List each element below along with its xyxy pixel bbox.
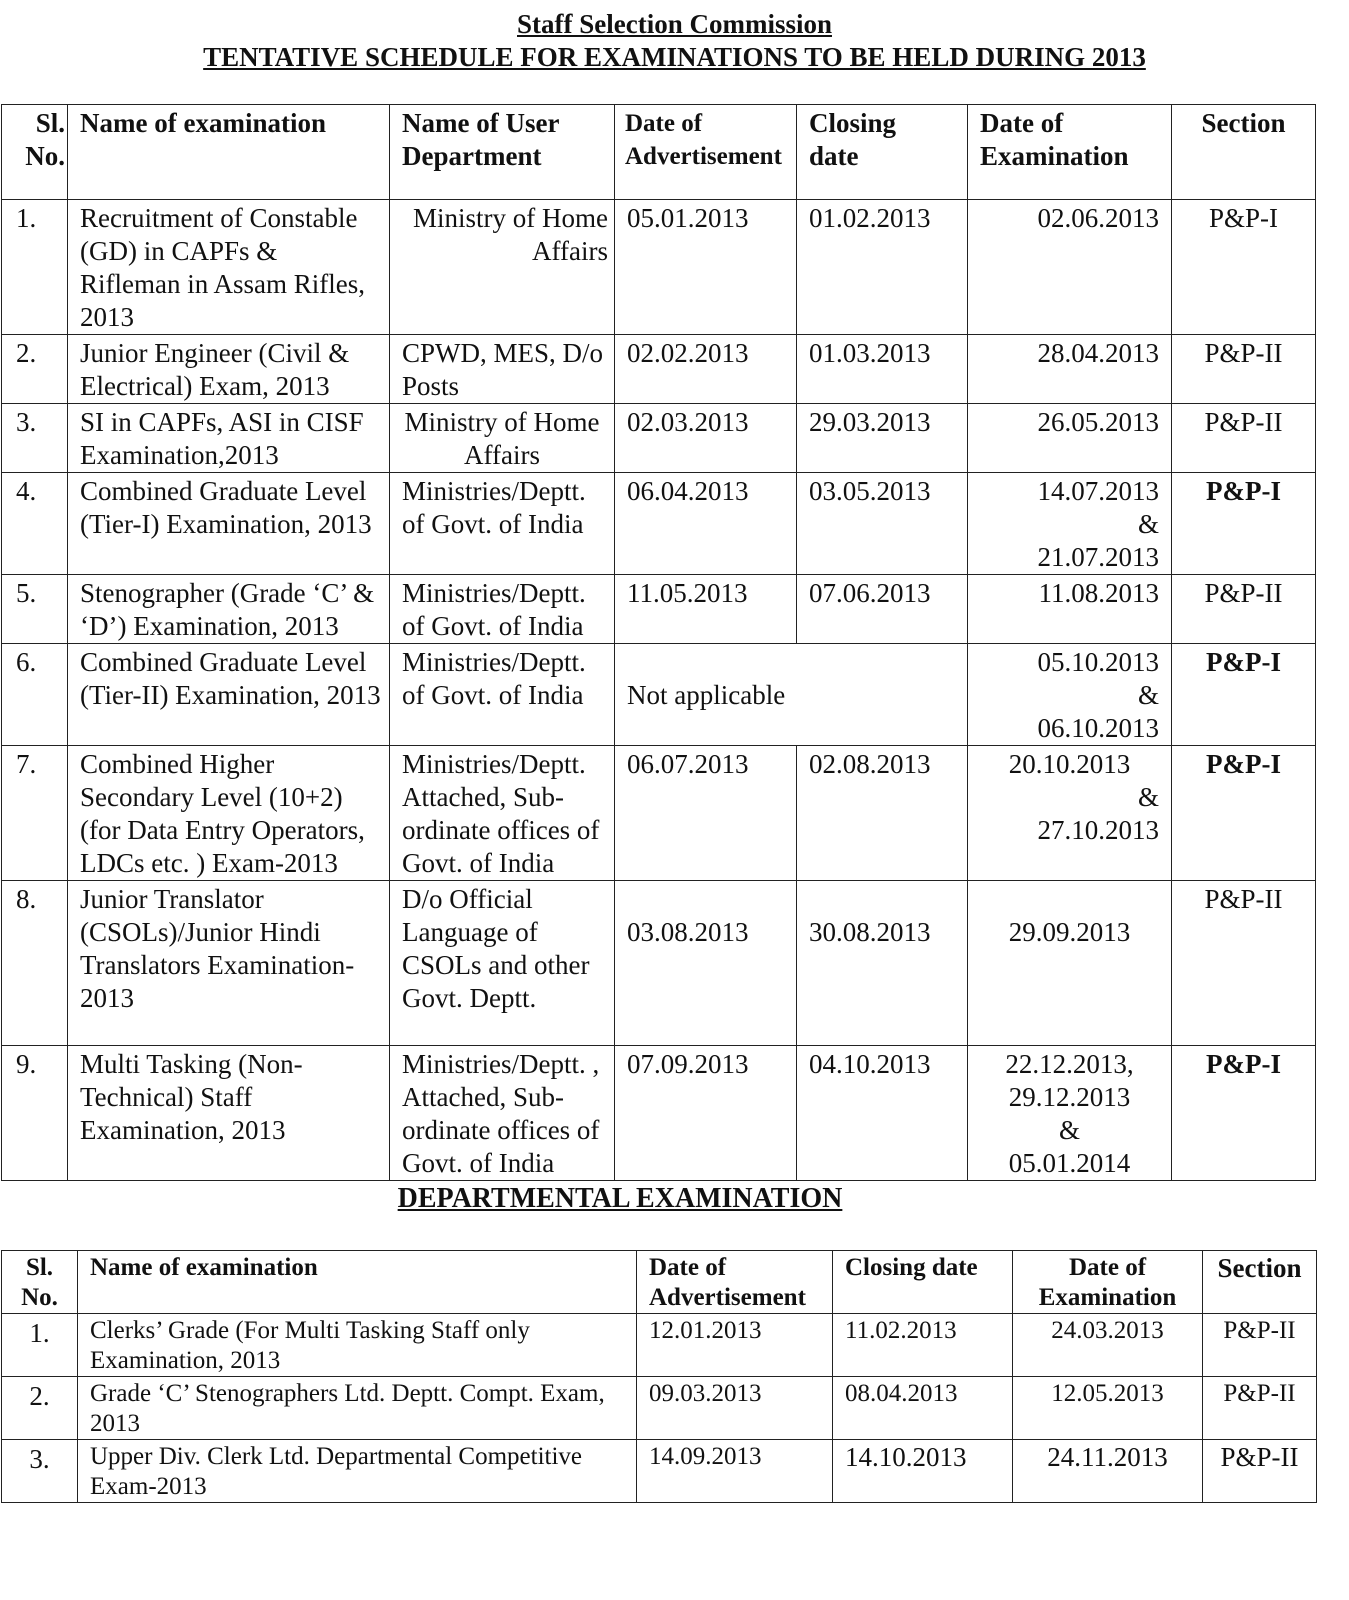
row-sl: 4. xyxy=(2,473,68,575)
row-adv-date: 02.02.2013 xyxy=(615,335,797,404)
row-adv-date: 03.08.2013 xyxy=(615,881,797,1046)
row-sl: 2. xyxy=(2,1377,78,1440)
header-exam: Date of Examination xyxy=(1013,1251,1203,1314)
row-section: P&P-I xyxy=(1172,1046,1316,1181)
row-adv-date: 06.04.2013 xyxy=(615,473,797,575)
row-dept: Ministry of Home Affairs xyxy=(390,404,615,473)
row-section: P&P-II xyxy=(1172,404,1316,473)
row-sl: 3. xyxy=(2,404,68,473)
row-sl: 2. xyxy=(2,335,68,404)
row-closing-date: 07.06.2013 xyxy=(797,575,968,644)
row-section: P&P-I xyxy=(1172,473,1316,575)
row-exam-name: Recruitment of Constable (GD) in CAPFs & Rifleman in Assam Rifles, 2013 xyxy=(68,200,390,335)
row-exam-date: 11.08.2013 xyxy=(968,575,1172,644)
row-section: P&P-II xyxy=(1172,881,1316,1046)
table-row xyxy=(2,644,1316,746)
header-name: Name of examination xyxy=(78,1251,637,1314)
row-exam-name: Clerks’ Grade (For Multi Tasking Staff only Examination, 2013 xyxy=(78,1314,637,1377)
row-exam-date: 14.07.2013 & 21.07.2013 xyxy=(968,473,1172,575)
row-closing-date: 14.10.2013 xyxy=(833,1440,1013,1503)
header-close: Closing date xyxy=(797,105,968,200)
table-row xyxy=(2,1440,1317,1503)
departmental-table xyxy=(1,1250,1317,1503)
row-dept: D/o Official Language of CSOLs and other Govt. Deptt. xyxy=(390,881,615,1046)
row-sl: 5. xyxy=(2,575,68,644)
row-exam-date: 02.06.2013 xyxy=(968,200,1172,335)
row-exam-date: 05.10.2013 & 06.10.2013 xyxy=(968,644,1172,746)
row-dept: Ministries/Deptt. of Govt. of India xyxy=(390,644,615,746)
row-closing-date: 11.02.2013 xyxy=(833,1314,1013,1377)
row-exam-date: 12.05.2013 xyxy=(1013,1377,1203,1440)
row-exam-date: 26.05.2013 xyxy=(968,404,1172,473)
row-section: P&P-I xyxy=(1172,644,1316,746)
row-dept: Ministries/Deptt. of Govt. of India xyxy=(390,575,615,644)
header-adv: Date of Advertisement xyxy=(615,105,797,200)
row-sl: 6. xyxy=(2,644,68,746)
row-exam-date: 28.04.2013 xyxy=(968,335,1172,404)
row-dept: CPWD, MES, D/o Posts xyxy=(390,335,615,404)
row-sl: 1. xyxy=(2,1314,78,1377)
row-section: P&P-II xyxy=(1203,1440,1317,1503)
row-sl: 7. xyxy=(2,746,68,881)
row-exam-date: 20.10.2013 & 27.10.2013 xyxy=(968,746,1172,881)
main-schedule-table xyxy=(1,104,1316,1181)
table-row xyxy=(2,1314,1317,1377)
row-closing-date: 08.04.2013 xyxy=(833,1377,1013,1440)
row-closing-date: 04.10.2013 xyxy=(797,1046,968,1181)
table-row xyxy=(2,200,1316,335)
row-adv-date: 14.09.2013 xyxy=(637,1440,833,1503)
row-section: P&P-II xyxy=(1203,1377,1317,1440)
row-adv-date: 12.01.2013 xyxy=(637,1314,833,1377)
row-closing-date: 03.05.2013 xyxy=(797,473,968,575)
row-sl: 3. xyxy=(2,1440,78,1503)
table-row xyxy=(2,1046,1316,1181)
row-dept: Ministries/Deptt. of Govt. of India xyxy=(390,473,615,575)
row-exam-name: Junior Translator (CSOLs)/Junior Hindi Translators Examination-2013 xyxy=(68,881,390,1046)
row-dept: Ministries/Deptt. , Attached, Sub-ordinate offices of Govt. of India xyxy=(390,1046,615,1181)
row-section: P&P-II xyxy=(1172,335,1316,404)
table-row xyxy=(2,473,1316,575)
header-close: Closing date xyxy=(833,1251,1013,1314)
row-exam-name: Stenographer (Grade ‘C’ & ‘D’) Examination, 2013 xyxy=(68,575,390,644)
header-dept: Name of User Department xyxy=(390,105,615,200)
row-adv-date: 07.09.2013 xyxy=(615,1046,797,1181)
table-row xyxy=(2,575,1316,644)
row-section: P&P-I xyxy=(1172,746,1316,881)
table-row xyxy=(2,881,1316,1046)
header-name: Name of examination xyxy=(68,105,390,200)
header-sl: Sl. No. xyxy=(2,105,68,200)
row-section: P&P-II xyxy=(1172,575,1316,644)
row-exam-name: Combined Graduate Level (Tier-II) Examination, 2013 xyxy=(68,644,390,746)
table-row xyxy=(2,746,1316,881)
table-row xyxy=(2,335,1316,404)
row-exam-date: 29.09.2013 xyxy=(968,881,1172,1046)
header-row xyxy=(2,1251,1317,1314)
row-exam-date: 24.11.2013 xyxy=(1013,1440,1203,1503)
row-closing-date: 02.08.2013 xyxy=(797,746,968,881)
row-not-applicable: Not applicable xyxy=(615,644,968,746)
row-adv-date: 05.01.2013 xyxy=(615,200,797,335)
row-dept: Ministries/Deptt. Attached, Sub-ordinate offices of Govt. of India xyxy=(390,746,615,881)
header-section: Section xyxy=(1203,1251,1317,1314)
row-adv-date: 06.07.2013 xyxy=(615,746,797,881)
row-section: P&P-II xyxy=(1203,1314,1317,1377)
header-adv: Date of Advertisement xyxy=(637,1251,833,1314)
row-exam-name: Combined Graduate Level (Tier-I) Examination, 2013 xyxy=(68,473,390,575)
row-adv-date: 09.03.2013 xyxy=(637,1377,833,1440)
row-exam-date: 22.12.2013, 29.12.2013 & 05.01.2014 xyxy=(968,1046,1172,1181)
row-closing-date: 30.08.2013 xyxy=(797,881,968,1046)
departmental-title: DEPARTMENTAL EXAMINATION xyxy=(397,1183,843,1214)
org-title: Staff Selection Commission xyxy=(517,9,832,39)
row-exam-name: Multi Tasking (Non-Technical) Staff Examination, 2013 xyxy=(68,1046,390,1181)
row-dept: Ministry of Home Affairs xyxy=(390,200,615,335)
row-closing-date: 01.02.2013 xyxy=(797,200,968,335)
row-closing-date: 01.03.2013 xyxy=(797,335,968,404)
row-exam-name: SI in CAPFs, ASI in CISF Examination,2013 xyxy=(68,404,390,473)
row-exam-name: Combined Higher Secondary Level (10+2) (for Data Entry Operators, LDCs etc. ) Exam-2013 xyxy=(68,746,390,881)
row-section: P&P-I xyxy=(1172,200,1316,335)
row-exam-name: Upper Div. Clerk Ltd. Departmental Competitive Exam-2013 xyxy=(78,1440,637,1503)
table-row xyxy=(2,404,1316,473)
row-adv-date: 02.03.2013 xyxy=(615,404,797,473)
row-sl: 1. xyxy=(2,200,68,335)
row-exam-name: Junior Engineer (Civil & Electrical) Exam, 2013 xyxy=(68,335,390,404)
table-row xyxy=(2,1377,1317,1440)
row-closing-date: 29.03.2013 xyxy=(797,404,968,473)
row-exam-date: 24.03.2013 xyxy=(1013,1314,1203,1377)
row-sl: 9. xyxy=(2,1046,68,1181)
row-adv-date: 11.05.2013 xyxy=(615,575,797,644)
row-sl: 8. xyxy=(2,881,68,1046)
header-section: Section xyxy=(1172,105,1316,200)
header-sl: Sl. No. xyxy=(2,1251,78,1314)
schedule-title: TENTATIVE SCHEDULE FOR EXAMINATIONS TO BE HELD DURING 2013 xyxy=(203,42,1146,72)
header-exam: Date of Examination xyxy=(968,105,1172,200)
header-row xyxy=(2,105,1316,200)
row-exam-name: Grade ‘C’ Stenographers Ltd. Deptt. Compt. Exam, 2013 xyxy=(78,1377,637,1440)
